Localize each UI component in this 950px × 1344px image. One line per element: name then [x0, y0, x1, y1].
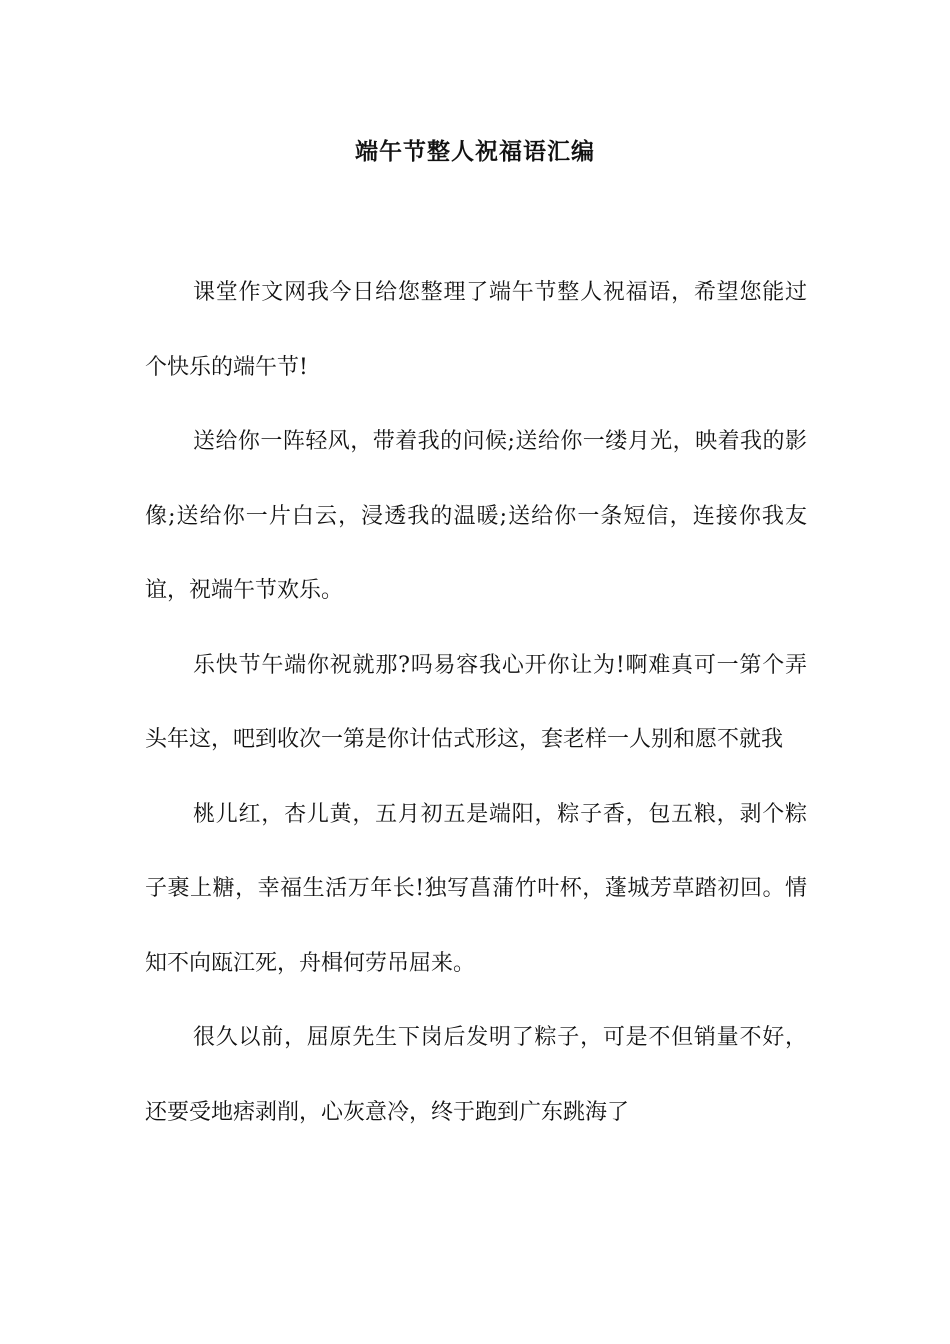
paragraph-greeting-3: 桃儿红，杏儿黄，五月初五是端阳，粽子香，包五粮，剥个粽子裹上糖，幸福生活万年长!独写菖蒲竹叶杯，蓬城芳草踏初回。情知不向瓯江死，舟楫何劳吊屈来。 [145, 801, 807, 976]
document-title: 端午节整人祝福语汇编 [355, 138, 595, 165]
paragraph-greeting-4: 很久以前，屈原先生下岗后发明了粽子，可是不但销量不好，还要受地痞剥削，心灰意冷，终于跑到广东跳海了 [145, 1025, 807, 1125]
document-body [145, 256, 807, 1150]
paragraph-intro: 课堂作文网我今日给您整理了端午节整人祝福语，希望您能过个快乐的端午节! [145, 280, 807, 380]
paragraph-greeting-1: 送给你一阵轻风，带着我的问候;送给你一缕月光，映着我的影像;送给你一片白云，浸透我的温暖;送给你一条短信，连接你我友谊，祝端午节欢乐。 [145, 429, 807, 603]
paragraph-greeting-2: 乐快节午端你祝就那?吗易容我心开你让为!啊难真可一第个弄头年这，吧到收次一第是你计估式形这，套老样一人别和愿不就我 [145, 652, 807, 752]
